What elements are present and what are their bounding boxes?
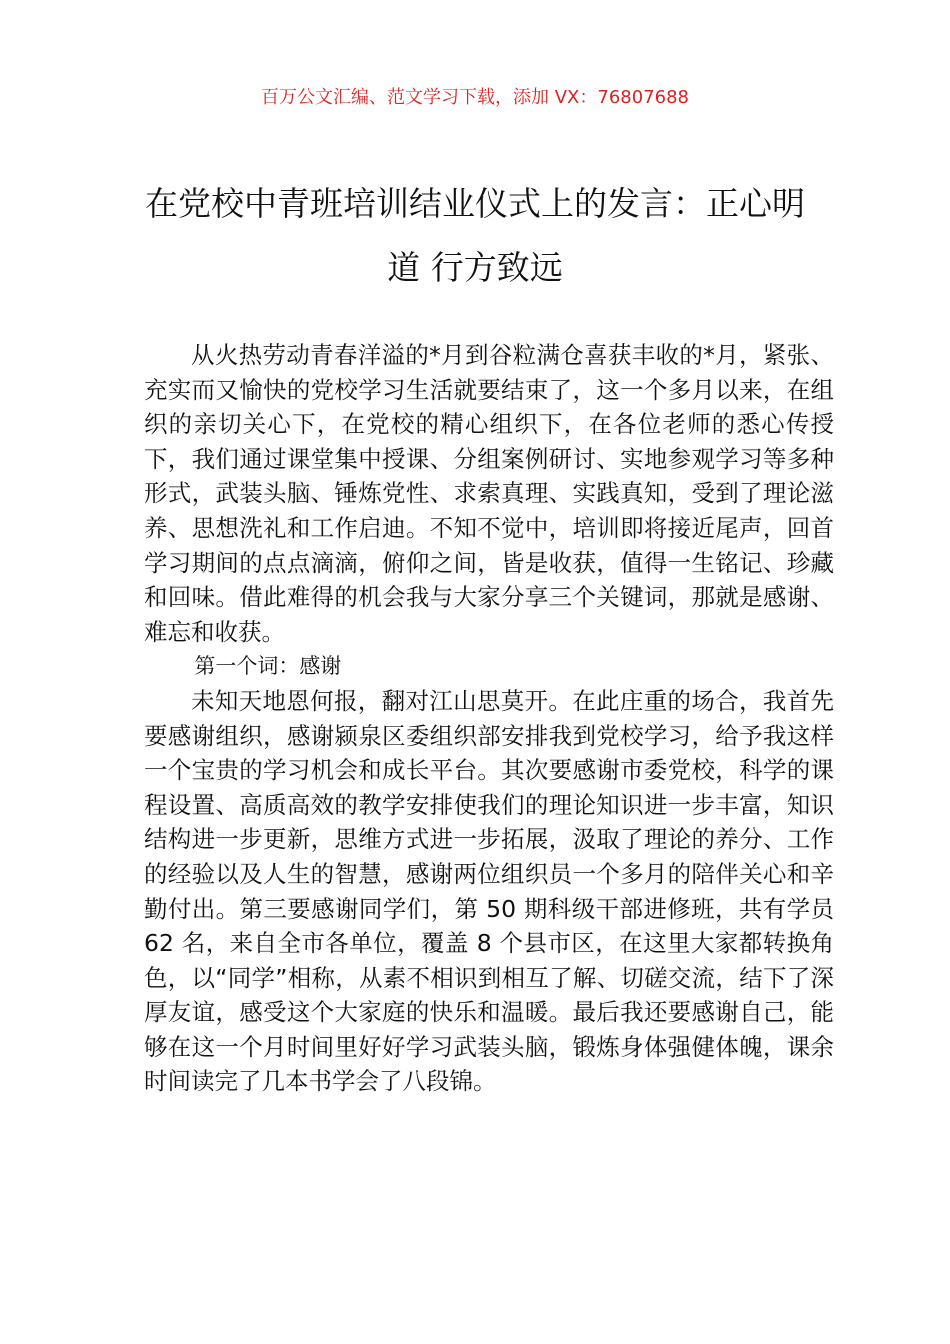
promo-banner: 百万公文汇编、范文学习下载，添加 VX：76807688 (261, 87, 689, 108)
section-paragraph: 未知天地恩何报，翻对江山思莫开。在此庄重的场合，我首先要感谢组织，感谢颍泉区委组织部安排我到党校学习，给予我这样一个宝贵的学习机会和成长平台。其次要感谢市委党校，科学的课程设置、高质高效的教学安排使我们的理论知识进一步丰富，知识结构进一步更新，思维方式进一步拓展，汲取了理论的养分、工作的经验以及人生的智慧，感谢两位组织员一个多月的陪伴关心和辛勤付出。第三要感谢同学们，第 50 期科级干部进修班，共有学员 62 名，来自全市各单位，覆盖 8 个县市区，在这里大家都转换角色，以“同学”相称，从素不相识到相互了解、切磋交流，结下了深厚友谊，感受这个大家庭的快乐和温暖。最后我还要感谢自己，能够在这一个月时间里好好学习武装头脑，锻炼身体强健体魄，课余时间读完了几本书学会了八段锦。 (144, 686, 834, 1096)
document-title: 在党校中青班培训结业仪式上的发言：正心明道 行方致远 (145, 184, 805, 287)
intro-paragraph: 从火热劳动青春洋溢的*月到谷粒满仓喜获丰收的*月，紧张、充实而又愉快的党校学习生活就要结束了，这一个多月以来，在组织的亲切关心下，在党校的精心组织下，在各位老师的悉心传授下，我们通过课堂集中授课、分组案例研讨、实地参观学习等多种形式，武装头脑、锤炼党性、求索真理、实践真知，受到了理论滋养、思想洗礼和工作启迪。不知不觉中，培训即将接近尾声，回首学习期间的点点滴滴，俯仰之间，皆是收获，值得一生铭记、珍藏和回味。借此难得的机会我与大家分享三个关键词，那就是感谢、难忘和收获。 (144, 341, 834, 646)
section-heading: 第一个词：感谢 (194, 654, 342, 679)
document-body (144, 338, 834, 1099)
